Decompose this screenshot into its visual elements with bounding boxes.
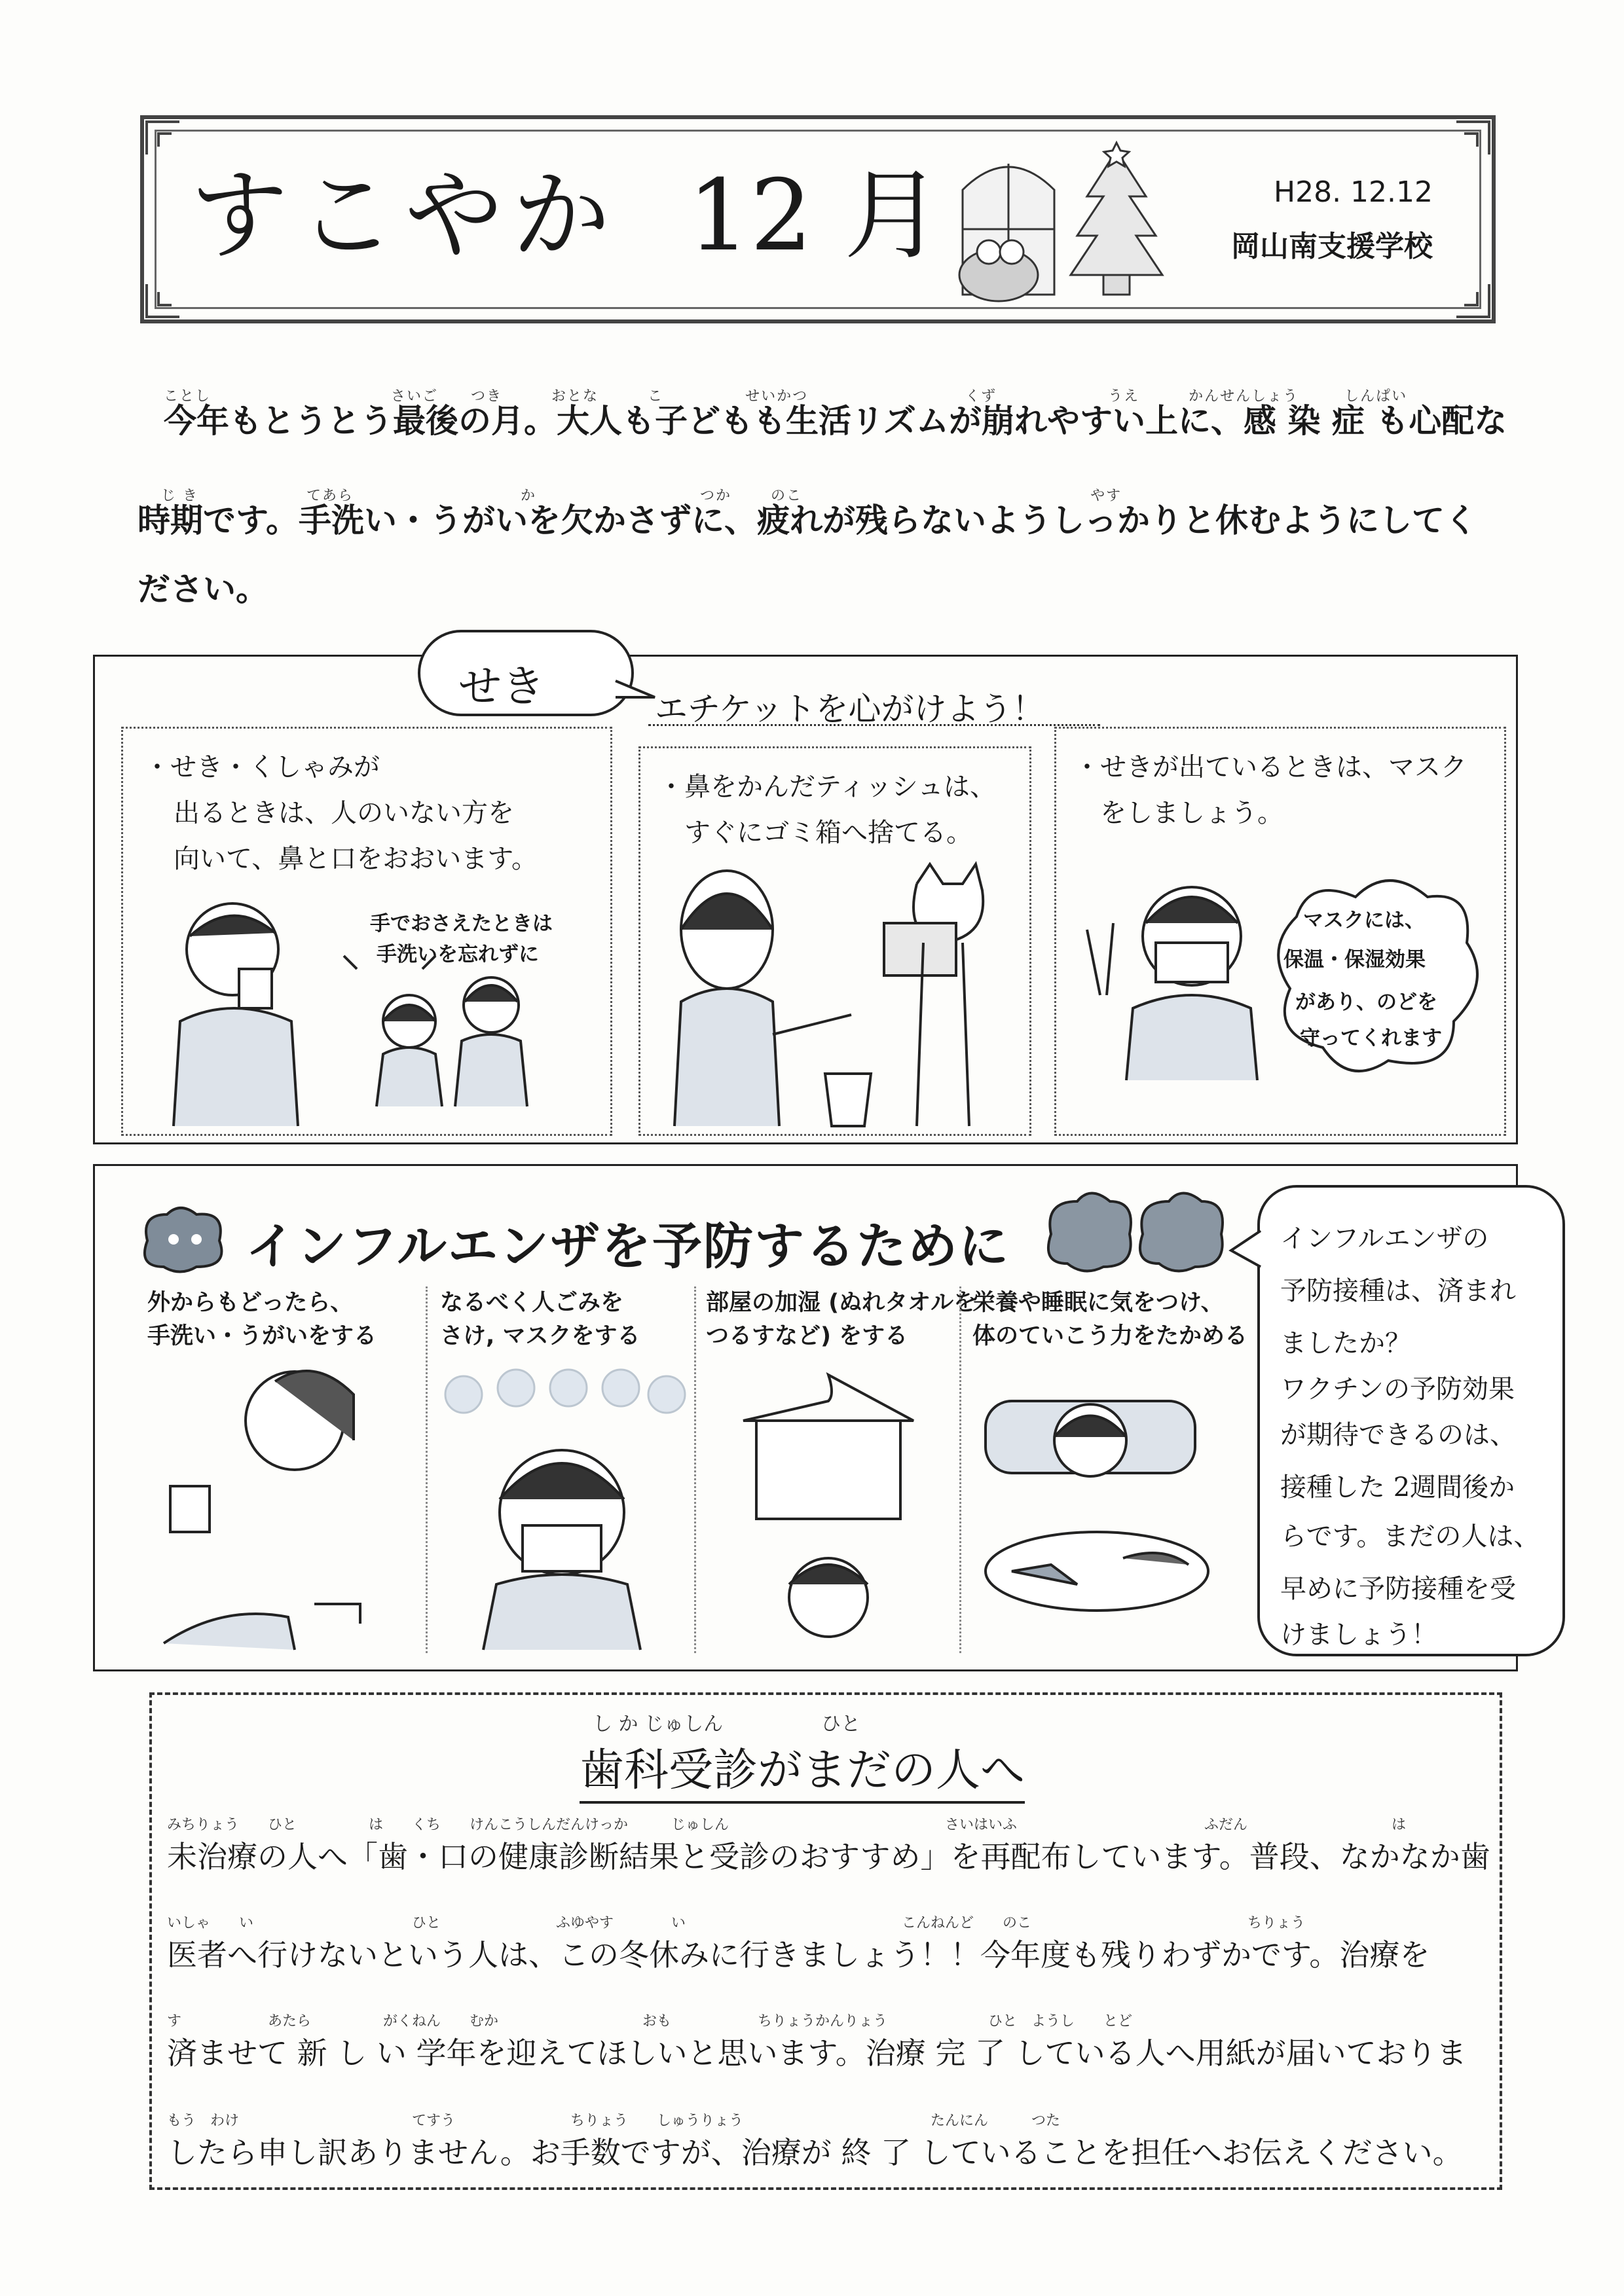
intro-line-2: 時期です。手洗い・うがいを欠かさずに、疲れが残らないようしっかりと休むようにしてく bbox=[138, 501, 1477, 539]
callout-line-9: けましょう！ bbox=[1280, 1620, 1437, 1650]
dental-line-2: 医者へ行けないという人は、この冬休みに行きましょう！！今年度も残りわずかです。治療を bbox=[167, 1937, 1430, 1973]
flu-col1-head: 外からもどったら、 手洗い・うがいをする bbox=[147, 1290, 377, 1349]
panel3-line-1: ・せきが出ているときは、マスク bbox=[1074, 752, 1467, 782]
hanging-towel-illustration bbox=[704, 1375, 953, 1650]
masked-child-crowd-illustration bbox=[437, 1368, 686, 1650]
intro-line-1: 今年もとうとう最後の月。大人も子どもも生活リズムが崩れやすい上に、感 染 症 も心配な bbox=[164, 402, 1507, 440]
etiquette-heading: エチケットを心がけよう！ bbox=[655, 690, 1045, 728]
flu-col3-head: 部屋の加湿 (ぬれタオルを つるすなど) をする bbox=[706, 1290, 977, 1349]
callout-line-1: インフルエンザの bbox=[1280, 1224, 1489, 1254]
seki-label: せき bbox=[458, 661, 545, 712]
callout-line-3: ましたか？ bbox=[1280, 1328, 1411, 1358]
flu-divider-2 bbox=[694, 1286, 696, 1653]
dental-line-4: したら申し訳ありません。お手数ですが、治療が 終 了 していることを担任へお伝えください。 bbox=[167, 2135, 1463, 2170]
intro-line-3: ださい。 bbox=[138, 570, 268, 608]
panel1-line-1: ・せき・くしゃみが bbox=[144, 752, 380, 782]
flu-divider-1 bbox=[426, 1286, 428, 1653]
influenza-title: インフルエンザを予防するために bbox=[246, 1217, 1010, 1275]
panel3-line-2: をしましょう。 bbox=[1100, 798, 1283, 828]
month-label: 12 月 bbox=[688, 159, 942, 273]
panel2-line-2: すぐにゴミ箱へ捨てる。 bbox=[684, 818, 972, 848]
dental-ruby-2: いしゃ い ひと ふゆやす い こんねんど のこ ちりょう bbox=[167, 1915, 1306, 1931]
dental-line-1: 未治療の人へ「歯・口の健康診断結果と受診のおすすめ」を再配布しています。普段、なかなか歯 bbox=[167, 1839, 1490, 1874]
dental-line-3: 済ませて 新 し い 学年を迎えてほしいと思います。治療 完 了 している人へ用紙が届いておりま bbox=[167, 2035, 1467, 2071]
window-christmas-tree-illustration bbox=[950, 137, 1172, 308]
dental-title: 歯科受診がまだの人へ bbox=[580, 1735, 1025, 1804]
callout-tail bbox=[1231, 1231, 1264, 1270]
cloud-line-4: 守ってくれます bbox=[1300, 1027, 1442, 1050]
tissue-and-trash-cat-illustration bbox=[655, 864, 1022, 1126]
callout-line-7: らです。まだの人は、 bbox=[1280, 1522, 1540, 1552]
dental-ruby-3: す あたら がくねん むか おも ちりょうかんりょう ひと ようし とど bbox=[167, 2013, 1133, 2030]
callout-line-4: ワクチンの予防効果 bbox=[1280, 1374, 1515, 1404]
flu-col2-head: なるべく人ごみを さけ, マスクをする bbox=[440, 1290, 640, 1349]
callout-line-2: 予防接種は、済まれ bbox=[1280, 1276, 1516, 1306]
panel1-speech-line-2: 手洗いを忘れずに bbox=[377, 943, 539, 966]
flu-col4-head: 栄養や睡眠に気をつけ、 体のていこう力をたかめる bbox=[972, 1290, 1248, 1349]
panel1-line-3: 向いて、鼻と口をおおいます。 bbox=[174, 844, 538, 874]
flu-divider-3 bbox=[959, 1286, 961, 1653]
callout-line-5: が期待できるのは、 bbox=[1280, 1420, 1516, 1450]
sleeping-child-food-illustration bbox=[972, 1375, 1221, 1650]
intro-ruby-1: ことし さいご つき おとな こ せいかつ くず うえ かんせんしょう しんぱい bbox=[164, 388, 1408, 405]
virus-mascot-icon bbox=[134, 1201, 232, 1273]
page-title: すこやか bbox=[190, 159, 620, 273]
panel1-line-2: 出るときは、人のいない方を bbox=[174, 798, 514, 828]
school-name: 岡山南支援学校 bbox=[1231, 230, 1433, 263]
callout-line-6: 接種した 2週間後か bbox=[1280, 1472, 1515, 1503]
dental-title-ruby: し か じゅしん ひと bbox=[593, 1713, 861, 1736]
etiquette-underline bbox=[648, 724, 1100, 726]
dental-ruby-1: みちりょう ひと は くち けんこうしんだんけっか じゅしん さいはいふ ふだん は bbox=[167, 1817, 1407, 1833]
sneezing-person-and-children-illustration bbox=[134, 897, 606, 1126]
cloud-line-2: 保温・保湿効果 bbox=[1283, 948, 1426, 972]
gargling-handwash-illustration bbox=[144, 1368, 413, 1650]
cloud-line-3: があり、のどを bbox=[1295, 991, 1437, 1014]
intro-ruby-2: じ き てあら か つか のこ やす bbox=[161, 488, 1122, 504]
virus-pair-icon bbox=[1038, 1182, 1234, 1280]
issue-date: H28. 12.12 bbox=[1274, 175, 1433, 209]
dental-ruby-4: もう わけ てすう ちりょう しゅうりょう たんにん つた bbox=[167, 2113, 1061, 2129]
callout-line-8: 早めに予防接種を受 bbox=[1280, 1574, 1516, 1604]
panel1-speech-line-1: 手でおさえたときは bbox=[370, 912, 553, 936]
cloud-line-1: マスクには、 bbox=[1303, 909, 1425, 932]
panel2-line-1: ・鼻をかんだティッシュは、 bbox=[658, 772, 996, 802]
